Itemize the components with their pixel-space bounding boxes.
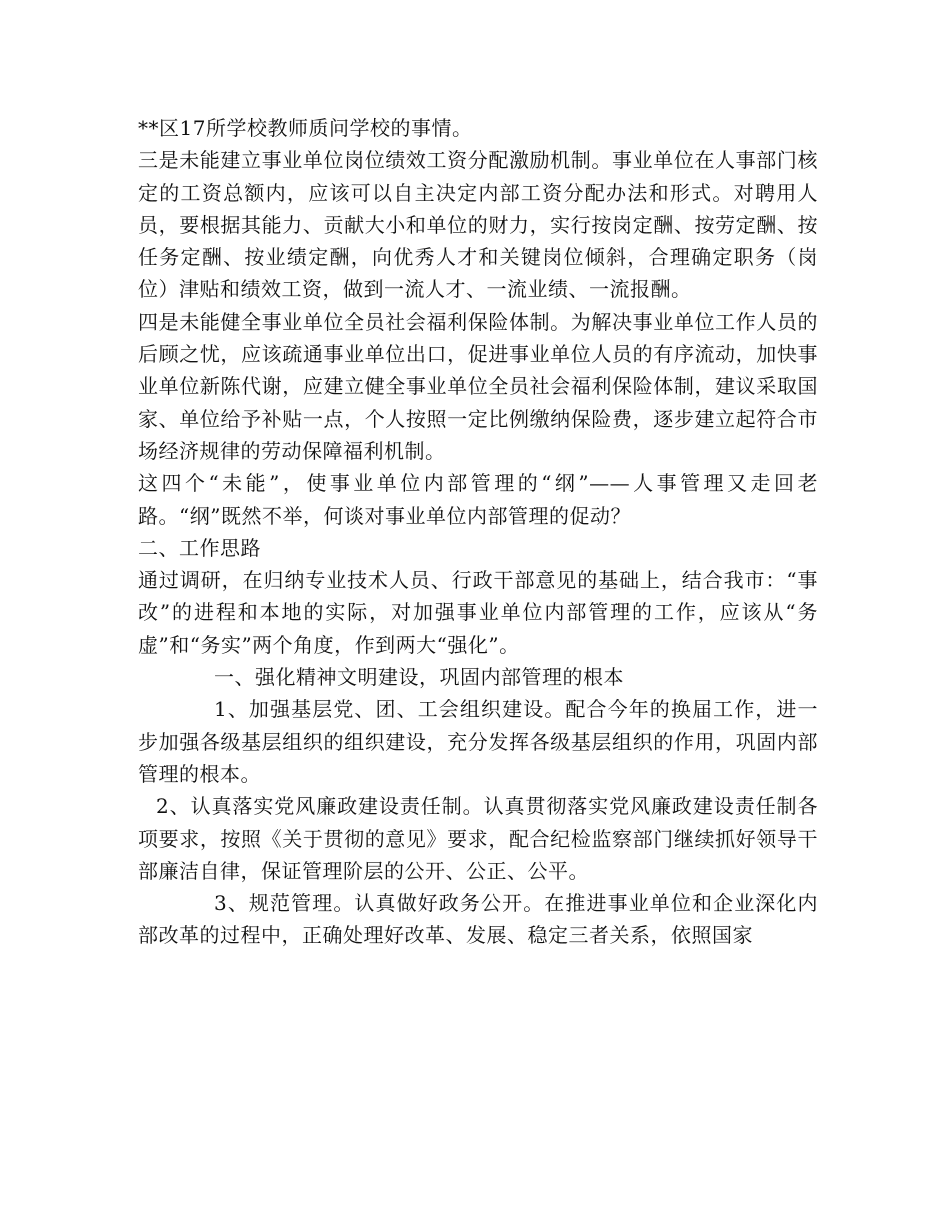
paragraph-research: 通过调研，在归纳专业技术人员、行政干部意见的基础上，结合我市：“事改”的进程和本地的实际，对加强事业单位内部管理的工作，应该从“务虚”和“务实”两个角度，作到两大“强化”。 [138,568,818,657]
paragraph-summary: 这四个“未能”，使事业单位内部管理的“纲”——人事管理又走回老路。“纲”既然不举，何谈对事业单位内部管理的促动？ [138,471,818,528]
subheading-spiritual-civilization: 一、强化精神文明建设，巩固内部管理的根本 [214,665,624,690]
paragraph-school-question: **区17所学校教师质问学校的事情。 [138,116,473,140]
list-item-standardize-management: 3、规范管理。认真做好政务公开。在推进事业单位和企业深化内部改革的过程中，正确处理好改革、发展、稳定三者关系，依照国家 [138,891,818,948]
document-body [138,112,818,952]
paragraph-fourth-issue: 四是未能健全事业单位全员社会福利保险体制。为解决事业单位工作人员的后顾之忧，应该疏通事业单位出口，促进事业单位人员的有序流动，加快事业单位新陈代谢，应建立健全事业单位全员社会福利保险体制，建议采取国家、单位给予补贴一点，个人按照一定比例缴纳保险费，逐步建立起符合市场经济规律的劳动保障福利机制。 [138,309,818,463]
list-item-grassroots-organization: 1、加强基层党、团、工会组织建设。配合今年的换届工作，进一步加强各级基层组织的组织建设，充分发挥各级基层组织的作用，巩固内部管理的根本。 [138,697,818,786]
section-heading-work-ideas: 二、工作思路 [138,535,261,560]
list-item-anticorruption: 2、认真落实党风廉政建设责任制。认真贯彻落实党风廉政建设责任制各项要求，按照《关于贯彻的意见》要求，配合纪检监察部门继续抓好领导干部廉洁自律，保证管理阶层的公开、公正、公平。 [138,794,818,883]
paragraph-third-issue: 三是未能建立事业单位岗位绩效工资分配激励机制。事业单位在人事部门核定的工资总额内，应该可以自主决定内部工资分配办法和形式。对聘用人员，要根据其能力、贡献大小和单位的财力，实行按岗定酬、按劳定酬、按任务定酬、按业绩定酬，向优秀人才和关键岗位倾斜，合理确定职务（岗位）津贴和绩效工资，做到一流人才、一流业绩、一流报酬。 [138,148,818,302]
